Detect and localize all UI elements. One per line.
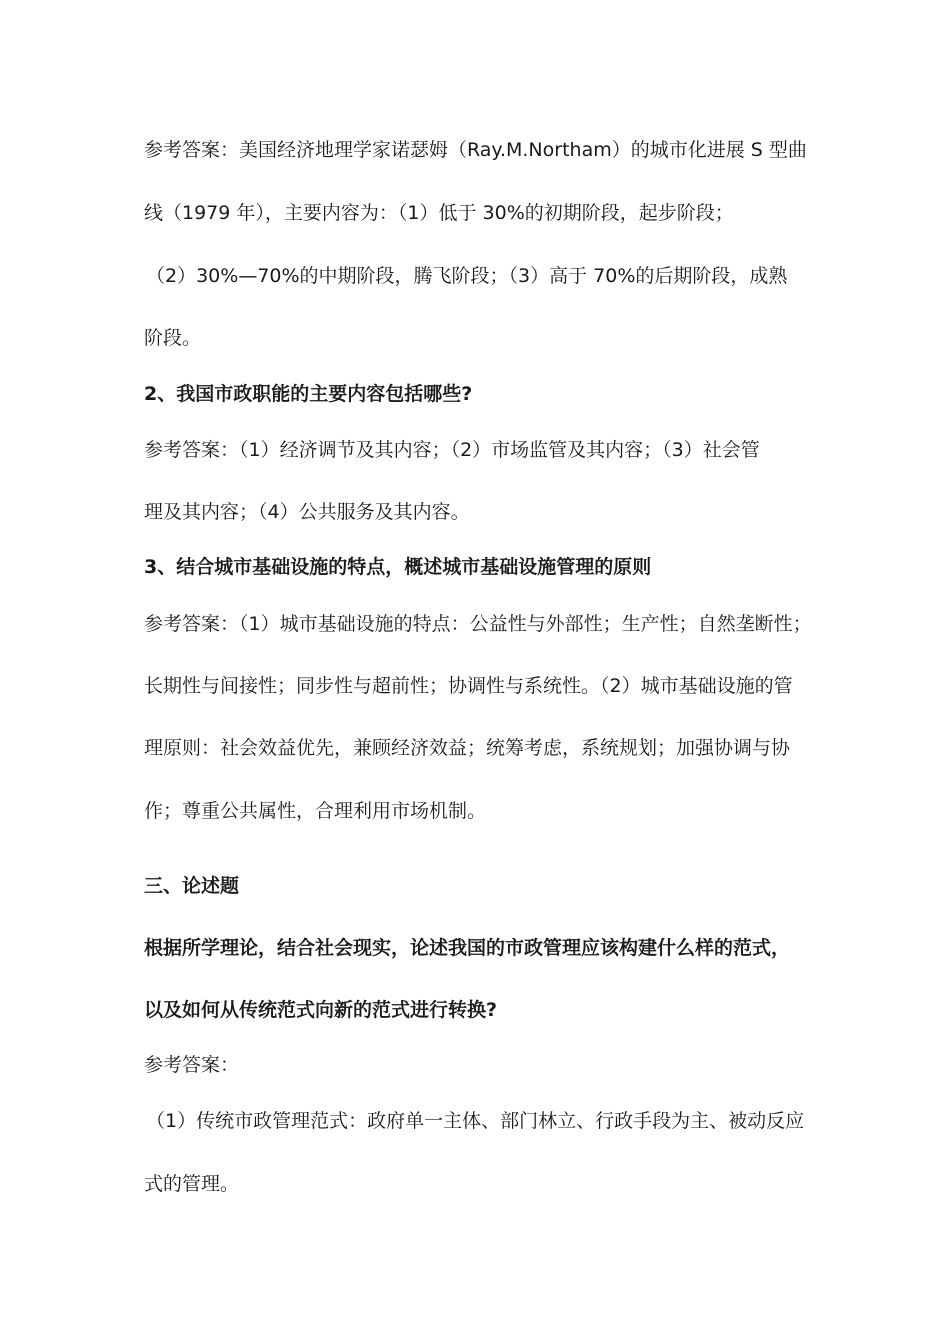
essay-answer-line-2: 式的管理。 [144, 1173, 240, 1195]
q3-answer-line-3: 理原则：社会效益优先，兼顾经济效益；统筹考虑，系统规划；加强协调与协 [144, 737, 791, 759]
q2-answer-line-2: 理及其内容；（4）公共服务及其内容。 [144, 501, 470, 523]
q3-answer-line-4: 作；尊重公共属性，合理利用市场机制。 [144, 800, 487, 822]
q3-answer-line-1: 参考答案：（1）城市基础设施的特点：公益性与外部性；生产性；自然垄断性； [144, 613, 812, 635]
q1-answer-line-2: 线（1979 年），主要内容为：（1）低于 30%的初期阶段，起步阶段； [144, 202, 734, 224]
q1-answer-line-1: 参考答案：美国经济地理学家诺瑟姆（Ray.M.Northam）的城市化进展 S 型曲 [144, 139, 807, 161]
q3-question-heading: 3、结合城市基础设施的特点，概述城市基础设施管理的原则 [144, 556, 652, 578]
q3-answer-line-2: 长期性与间接性；同步性与超前性；协调性与系统性。（2）城市基础设施的管 [144, 675, 793, 697]
essay-answer-label: 参考答案： [144, 1054, 240, 1076]
q2-answer-line-1: 参考答案：（1）经济调节及其内容；（2）市场监管及其内容；（3）社会管 [144, 439, 760, 461]
essay-question-line-2: 以及如何从传统范式向新的范式进行转换? [144, 999, 498, 1021]
section-heading-essay: 三、论述题 [144, 875, 240, 897]
q1-answer-line-4: 阶段。 [144, 327, 202, 349]
essay-answer-line-1: （1）传统市政管理范式：政府单一主体、部门林立、行政手段为主、被动反应 [146, 1110, 805, 1132]
q2-question-heading: 2、我国市政职能的主要内容包括哪些? [144, 383, 473, 405]
q1-answer-line-3: （2）30%—70%的中期阶段，腾飞阶段；（3）高于 70%的后期阶段，成熟 [146, 265, 788, 287]
essay-question-line-1: 根据所学理论，结合社会现实，论述我国的市政管理应该构建什么样的范式， [144, 937, 791, 959]
